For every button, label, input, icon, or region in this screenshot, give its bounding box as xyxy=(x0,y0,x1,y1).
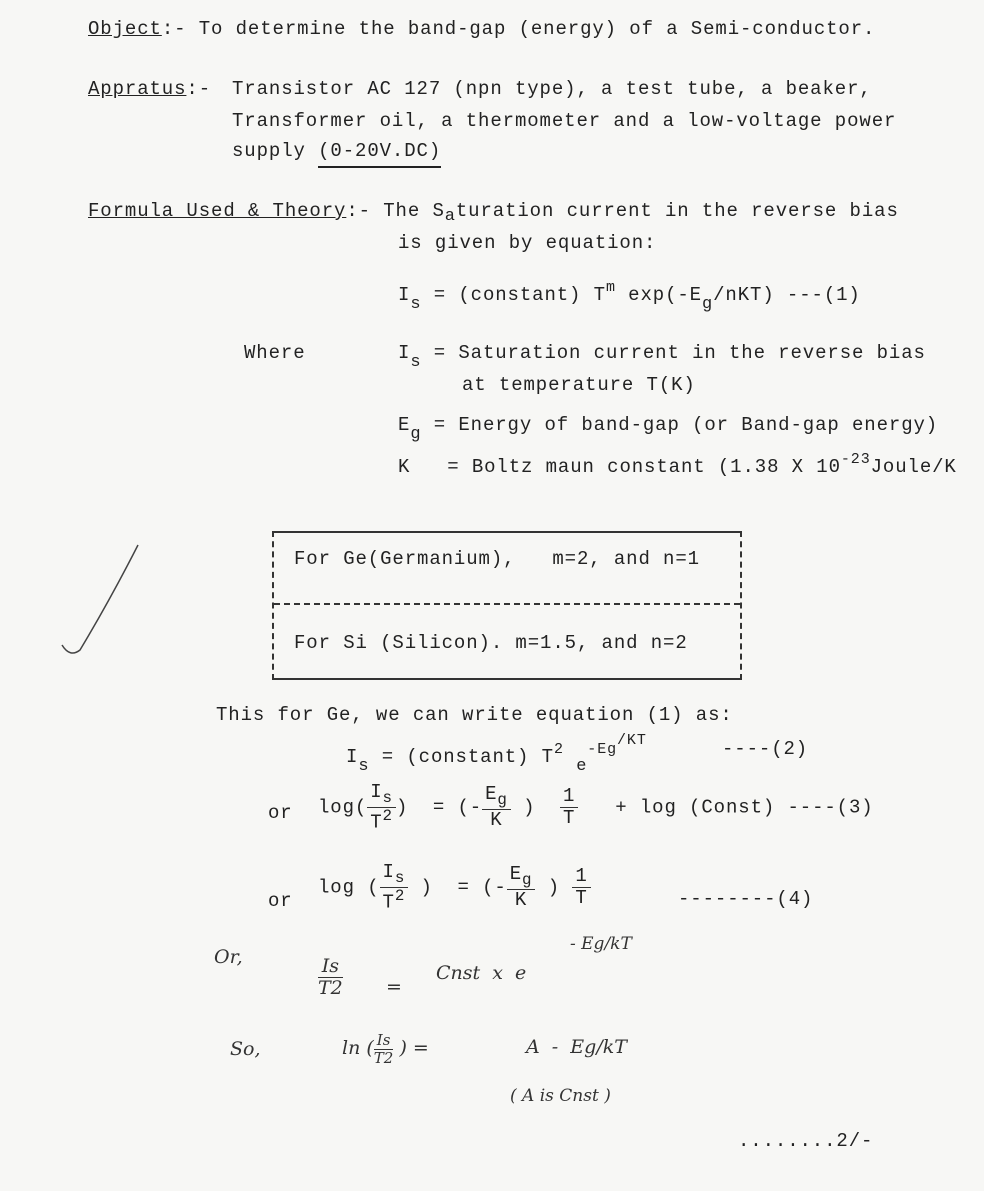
hw-eq5-frac xyxy=(318,956,343,999)
t: K xyxy=(490,809,503,832)
t: s xyxy=(358,757,370,776)
equation-2 xyxy=(346,732,647,776)
t: e xyxy=(576,757,588,776)
text: The S xyxy=(370,200,445,222)
ge-intro: This for Ge, we can write equation (1) as: xyxy=(216,704,733,726)
apparatus-heading xyxy=(88,78,211,100)
hw-eq6-rhs: A - Eg/kT xyxy=(526,1036,627,1058)
fraction xyxy=(367,782,396,833)
where-label: Where xyxy=(244,342,306,364)
t: = Energy of band-gap (or Band-gap energy) xyxy=(433,414,939,436)
fraction xyxy=(482,784,511,831)
apparatus-line-3 xyxy=(232,140,441,162)
fraction xyxy=(374,1032,394,1066)
fraction xyxy=(507,864,536,911)
t: g xyxy=(702,295,714,314)
t: log ( xyxy=(318,876,380,899)
supply-text: supply xyxy=(232,140,319,162)
t: I xyxy=(382,861,395,883)
t: /KT xyxy=(617,732,647,749)
t: -23 xyxy=(840,451,871,468)
object-text: To determine the band-gap (energy) of a Semi-conductor. xyxy=(186,18,876,40)
t: = (constant) T xyxy=(381,746,554,768)
t: T xyxy=(370,811,383,834)
t: log( xyxy=(318,796,368,819)
t: s xyxy=(382,788,393,807)
hw-eq6 xyxy=(342,1032,429,1066)
hw-or: Or, xyxy=(214,946,243,968)
t: ) xyxy=(547,876,561,899)
sep: :- xyxy=(186,78,212,100)
sep: :- xyxy=(346,200,371,222)
eq4-or: or xyxy=(268,890,293,912)
t: exp(-E xyxy=(615,284,702,306)
t: s xyxy=(394,868,406,887)
equation-4 xyxy=(318,862,591,913)
t: I xyxy=(370,781,383,803)
text: a xyxy=(444,207,456,226)
fraction xyxy=(380,862,409,913)
t: I xyxy=(398,342,411,364)
eq3-or: or xyxy=(268,802,293,824)
eq2-number: ----(2) xyxy=(722,738,809,760)
text: turation current in the reverse bias xyxy=(455,200,899,222)
t: E xyxy=(398,414,411,436)
t: 2 xyxy=(394,887,406,906)
page-continuation: ........2/- xyxy=(738,1130,874,1152)
t: g xyxy=(497,790,508,809)
t: Is xyxy=(374,1032,394,1050)
object-label: Object xyxy=(88,18,162,40)
t: E xyxy=(509,863,522,886)
t: = Saturation current in the reverse bias xyxy=(433,342,926,364)
t: s xyxy=(410,353,422,372)
supply-range: (0-20V.DC) xyxy=(318,140,441,168)
def-k xyxy=(398,451,957,478)
t: - xyxy=(494,876,507,899)
t: I xyxy=(398,284,411,306)
t: Joule/K xyxy=(870,456,957,478)
apparatus-line-1: Transistor AC 127 (npn type), a test tube, a beaker, xyxy=(232,78,872,100)
t: E xyxy=(485,783,498,806)
t: /nKT) ---(1) xyxy=(713,284,861,306)
hw-eq5-eq: = xyxy=(386,976,402,998)
table-row-ge: For Ge(Germanium), m=2, and n=1 xyxy=(294,548,700,570)
t: = Boltz maun constant (1.38 X 10 xyxy=(447,456,841,478)
equation-3 xyxy=(318,782,874,833)
hw-eq5-exp: - Eg/kT xyxy=(570,934,632,954)
def-is xyxy=(398,342,926,372)
t: g xyxy=(607,741,618,758)
t: I xyxy=(346,746,359,768)
hw-so: So, xyxy=(230,1038,261,1060)
t: g xyxy=(522,870,533,889)
apparatus-line-2: Transformer oil, a thermometer and a low-voltage power xyxy=(232,110,897,132)
t: T2 xyxy=(318,976,343,999)
t: K xyxy=(398,456,411,478)
t: = ( xyxy=(457,876,495,899)
t: T xyxy=(382,891,395,914)
t: ) xyxy=(395,796,409,819)
t: m xyxy=(605,279,616,296)
table-row-si: For Si (Silicon). m=1.5, and n=2 xyxy=(294,632,688,654)
fraction xyxy=(318,956,343,999)
eq4-number: --------(4) xyxy=(678,888,814,910)
t: 2 xyxy=(553,741,564,758)
def-eg xyxy=(398,414,939,444)
t: 2 xyxy=(382,807,393,826)
theory-line-2: is given by equation: xyxy=(398,232,657,254)
equation-1 xyxy=(398,279,861,314)
t: = (constant) T xyxy=(433,284,606,306)
t: g xyxy=(410,425,422,444)
t: ln ( xyxy=(342,1037,374,1059)
theory-label: Formula Used & Theory xyxy=(88,200,347,222)
divider xyxy=(274,603,740,605)
t: T2 xyxy=(373,1048,394,1067)
t: ) xyxy=(523,796,536,819)
t: s xyxy=(410,295,422,314)
fraction xyxy=(572,866,590,909)
t: -E xyxy=(587,741,608,758)
t: K xyxy=(514,889,528,912)
def-is-cont: at temperature T(K) xyxy=(462,374,696,396)
apparatus-label: Appratus xyxy=(88,78,187,100)
fraction xyxy=(560,786,578,829)
checkmark-icon xyxy=(60,540,150,660)
t: Is xyxy=(318,956,343,978)
hw-eq5-rhs: Cnst x e xyxy=(436,962,527,984)
t: T xyxy=(575,887,588,910)
object-line xyxy=(88,18,875,40)
sep: :- xyxy=(161,18,187,40)
hw-note: ( A is Cnst ) xyxy=(510,1086,611,1106)
t: 1 xyxy=(560,786,578,808)
t: ) = xyxy=(399,1037,429,1059)
t: + log (Const) ----(3) xyxy=(615,796,874,819)
t: ) xyxy=(420,876,433,899)
t: = (- xyxy=(432,796,483,819)
t: T xyxy=(563,807,576,830)
t: 1 xyxy=(572,866,590,888)
theory-line-1 xyxy=(88,200,899,226)
